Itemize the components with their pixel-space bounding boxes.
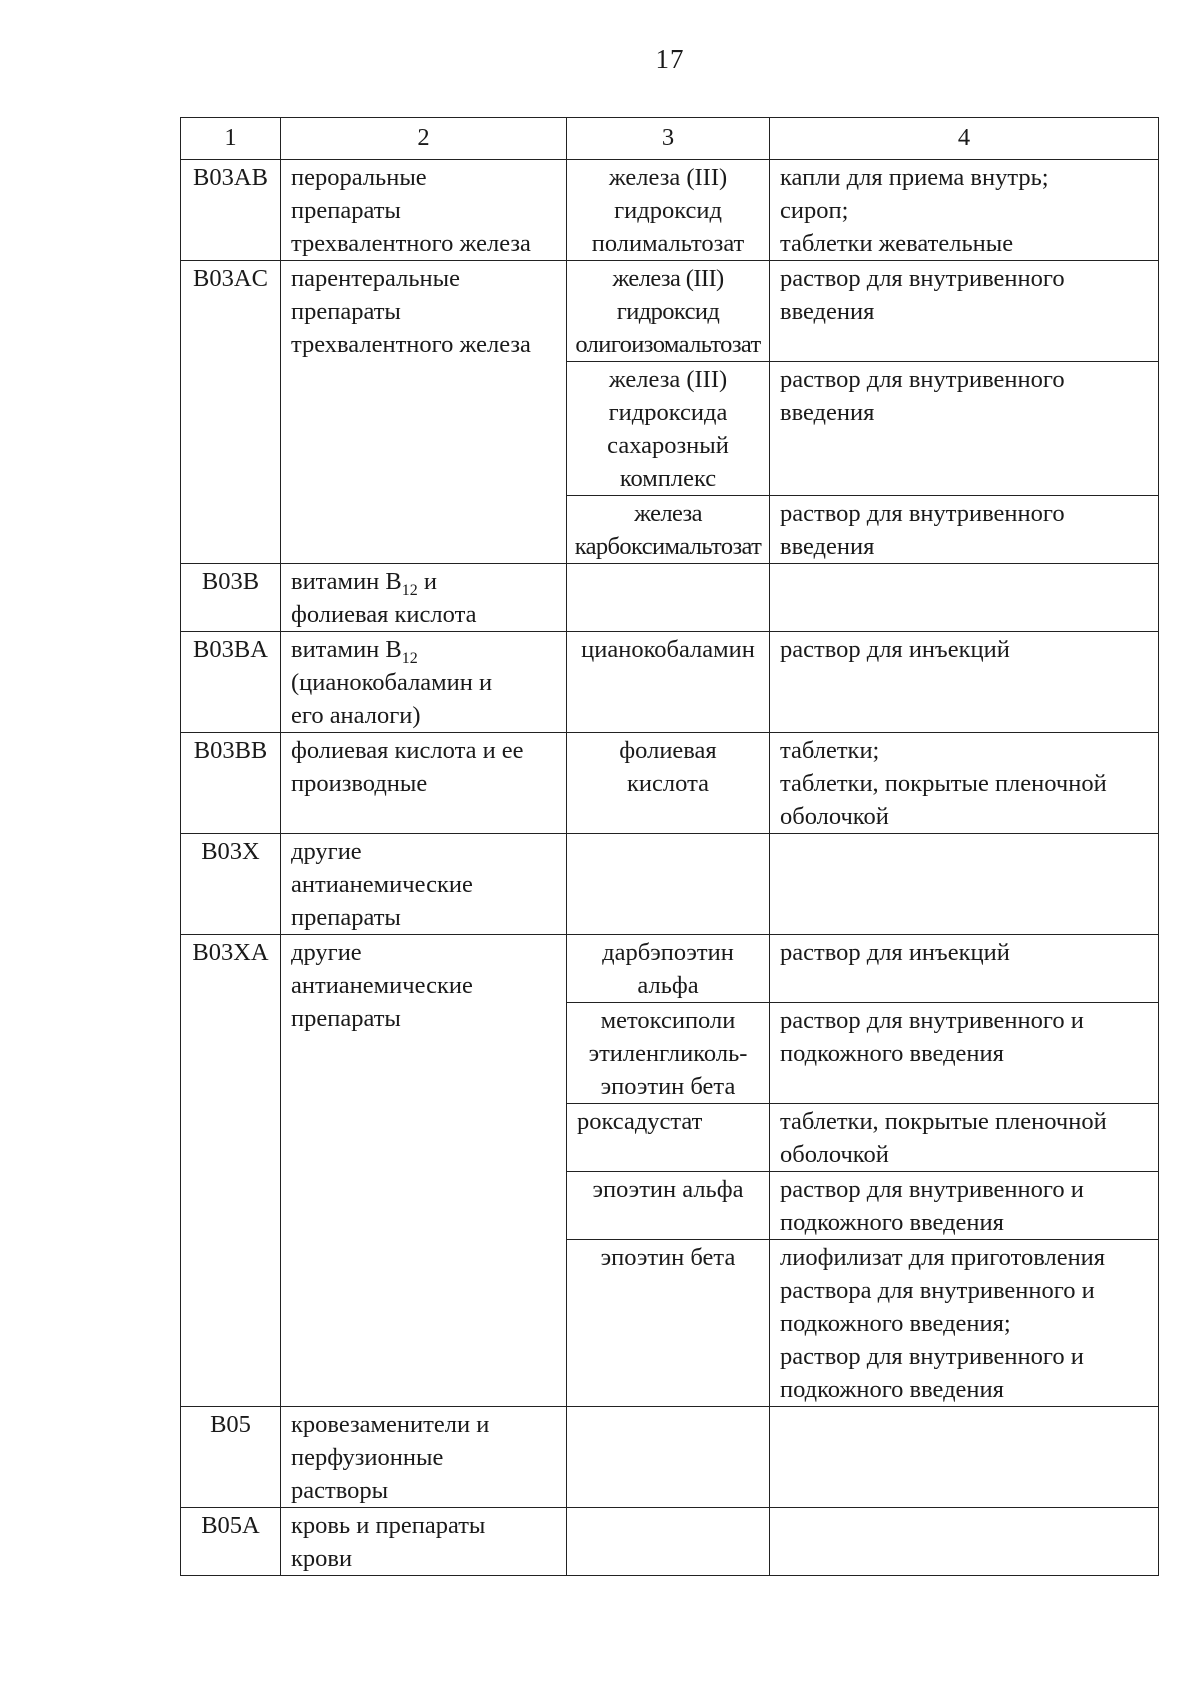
- group-text-prefix: витамин B: [291, 568, 402, 595]
- pharmacological-group: [281, 632, 567, 733]
- table-row: [181, 261, 1159, 362]
- pharmacological-group: другие антианемические препараты: [281, 834, 567, 935]
- atc-code: B03XA: [181, 935, 281, 1407]
- dosage-form-empty: [770, 564, 1159, 632]
- subscript-12: 12: [401, 649, 418, 667]
- dosage-form: раствор для внутривенного введения: [770, 496, 1159, 564]
- pharmacological-group: пероральные препараты трехвалентного железа: [281, 160, 567, 261]
- drug-name: фолиевая кислота: [567, 733, 770, 834]
- atc-code: B03X: [181, 834, 281, 935]
- table-row: [181, 733, 1159, 834]
- group-text-suffix: и: [417, 568, 438, 595]
- atc-code: B03BB: [181, 733, 281, 834]
- drug-name: железа (III) гидроксид полимальтозат: [567, 160, 770, 261]
- drug-name: эпоэтин бета: [567, 1240, 770, 1407]
- table-row: [181, 834, 1159, 935]
- drug-name-empty: [567, 564, 770, 632]
- atc-code: B05A: [181, 1508, 281, 1576]
- page-number: 17: [655, 44, 685, 74]
- drug-name-empty: [567, 1407, 770, 1508]
- atc-code: B03AC: [181, 261, 281, 564]
- group-text-rest: (цианокобаламин и его аналоги): [291, 669, 493, 729]
- table-row: [181, 1508, 1159, 1576]
- table-header-row: [181, 118, 1159, 160]
- drug-name: железа (III) гидроксида сахарозный комплекс: [567, 362, 770, 496]
- dosage-form-empty: [770, 1508, 1159, 1576]
- drug-name: метоксиполи этиленгликоль- эпоэтин бета: [567, 1003, 770, 1104]
- subscript-12: 12: [401, 581, 418, 599]
- table-row: [181, 1407, 1159, 1508]
- dosage-form: раствор для внутривенного введения: [770, 261, 1159, 362]
- table-row: [181, 935, 1159, 1003]
- drug-name-empty: [567, 834, 770, 935]
- drug-name: железа карбоксимальтозат: [567, 496, 770, 564]
- column-header-2: 2: [281, 118, 567, 160]
- group-text-prefix: витамин B: [291, 636, 402, 663]
- drug-name: железа (III) гидроксид олигоизомальтозат: [567, 261, 770, 362]
- drug-name: роксадустат: [567, 1104, 770, 1172]
- atc-code: B03BA: [181, 632, 281, 733]
- group-text-rest: фолиевая кислота: [291, 601, 477, 628]
- dosage-form: раствор для внутривенного и подкожного введения: [770, 1172, 1159, 1240]
- column-header-4: 4: [770, 118, 1159, 160]
- atc-code: B05: [181, 1407, 281, 1508]
- dosage-form: раствор для инъекций: [770, 935, 1159, 1003]
- drug-name-empty: [567, 1508, 770, 1576]
- atc-code: B03B: [181, 564, 281, 632]
- drug-name: дарбэпоэтин альфа: [567, 935, 770, 1003]
- atc-code: B03AB: [181, 160, 281, 261]
- pharmacological-group: кровезаменители и перфузионные растворы: [281, 1407, 567, 1508]
- dosage-form: раствор для внутривенного и подкожного введения: [770, 1003, 1159, 1104]
- pharmacological-group: фолиевая кислота и ее производные: [281, 733, 567, 834]
- dosage-form: таблетки; таблетки, покрытые пленочной оболочкой: [770, 733, 1159, 834]
- column-header-3: 3: [567, 118, 770, 160]
- drug-name: эпоэтин альфа: [567, 1172, 770, 1240]
- dosage-form: капли для приема внутрь; сироп; таблетки жевательные: [770, 160, 1159, 261]
- dosage-form-empty: [770, 834, 1159, 935]
- dosage-form: лиофилизат для приготовления раствора для внутривенного и подкожного введения; раствор для внутривенного и подкожного введения: [770, 1240, 1159, 1407]
- drug-name: цианокобаламин: [567, 632, 770, 733]
- drug-classification-table: [180, 117, 1159, 1576]
- table-row: [181, 564, 1159, 632]
- column-header-1: 1: [181, 118, 281, 160]
- table-row: [181, 160, 1159, 261]
- pharmacological-group: [281, 564, 567, 632]
- pharmacological-group: кровь и препараты крови: [281, 1508, 567, 1576]
- pharmacological-group: другие антианемические препараты: [281, 935, 567, 1407]
- dosage-form: раствор для инъекций: [770, 632, 1159, 733]
- table-row: [181, 632, 1159, 733]
- pharmacological-group: парентеральные препараты трехвалентного железа: [281, 261, 567, 564]
- dosage-form: раствор для внутривенного введения: [770, 362, 1159, 496]
- dosage-form: таблетки, покрытые пленочной оболочкой: [770, 1104, 1159, 1172]
- dosage-form-empty: [770, 1407, 1159, 1508]
